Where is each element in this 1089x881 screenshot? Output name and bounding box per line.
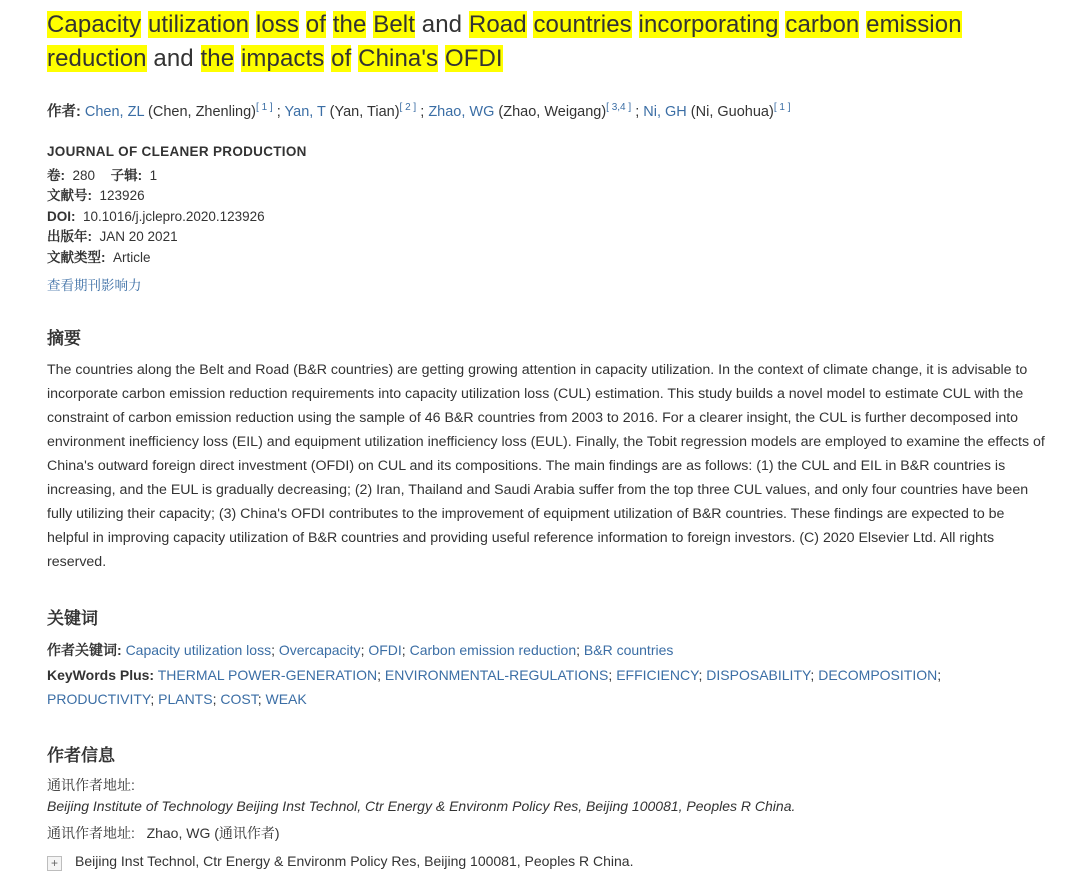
title-highlight-token: Capacity (47, 11, 142, 38)
title-highlight-token: utilization (147, 11, 250, 38)
published-year-row (47, 227, 1047, 247)
corresponding-author-value: Zhao, WG (通讯作者) (146, 825, 280, 842)
keyword-separator: ; (360, 642, 369, 659)
author-keywords-label: 作者关键词: (47, 642, 122, 659)
authors-line (47, 98, 1047, 122)
title-highlight-token: emission (866, 11, 962, 38)
document-type-label: 文献类型: (47, 249, 106, 265)
abstract-text: The countries along the Belt and Road (B&R countries) are getting growing attention in capacity utilization. In the context of climate change, it is advisable to incorporate carbon emission reduction requirements into capacity utilization loss (CUL) estimation. This study builds a novel model to estimate CUL with the constraint of carbon emission reduction using the sample of 46 B&R countries from 2003 to 2016. For a clearer insight, the CUL is further decomposed into environment inefficiency loss (EIL) and equipment utilization inefficiency loss (EUL). Finally, the Tobit regression models are employed to examine the effects of China's outward foreign direct investment (OFDI) on CUL and its compositions. The main findings are as follows: (1) the CUL and EIL in B&R countries is increasing, and the EUL is gradually decreasing; (2) Iran, Thailand and Saudi Arabia suffer from the top three CUL values, and only four countries have been fully utilizing their capacity; (3) China's OFDI contributes to the improvement of equipment utilization of B&R countries. These findings are expected to be helpful in improving capacity utilization of B&R countries and providing useful reference information to foreign investors. (C) 2020 Elsevier Ltd. All rights reserved. (47, 362, 1045, 571)
keyword-separator: ; (257, 691, 266, 708)
author-link[interactable]: Yan, T (284, 103, 326, 120)
journal-block (47, 144, 1047, 295)
volume-issue-row (47, 166, 1047, 186)
author-separator: ; (416, 103, 429, 120)
address-list (47, 853, 1047, 871)
author-affiliation-ref[interactable]: [ 3,4 ] (606, 102, 632, 113)
address-text: Beijing Inst Technol, Ctr Energy & Environm Policy Res, Beijing 100081, Peoples R China. (75, 853, 634, 870)
keyword-separator: ; (377, 667, 385, 684)
keywords-plus-link[interactable]: ENVIRONMENTAL-REGULATIONS (384, 667, 609, 684)
title-highlight-token: reduction (47, 45, 147, 72)
article-number-value: 123926 (99, 188, 145, 204)
title-highlight-token: loss (255, 11, 299, 38)
title-highlight-token: impacts (240, 45, 325, 72)
author-link[interactable]: Zhao, WG (428, 103, 495, 120)
view-journal-impact-link[interactable]: 查看期刊影响力 (47, 278, 142, 294)
keyword-separator: ; (401, 642, 410, 659)
author-keyword-link[interactable]: OFDI (368, 642, 402, 659)
title-highlight-token: China's (358, 45, 439, 72)
keyword-separator: ; (937, 667, 942, 684)
author-keyword-link[interactable]: Capacity utilization loss (125, 642, 272, 659)
doi-label: DOI: (47, 208, 76, 224)
doi-row (47, 207, 1047, 227)
title-highlight-token: Belt (373, 11, 415, 38)
address-item (47, 853, 1047, 871)
abstract-heading: 摘要 (47, 329, 81, 349)
corresponding-address-value: Beijing Institute of Technology Beijing Inst Technol, Ctr Energy & Environm Policy Res, Beijing 100081, Peoples R China. (47, 798, 796, 815)
author-keywords-row (47, 638, 1047, 662)
issue-value: 1 (149, 167, 158, 183)
author-separator: ; (631, 103, 644, 120)
author-keyword-link[interactable]: Overcapacity (278, 642, 361, 659)
title-highlight-token: the (200, 45, 235, 72)
title-text (234, 45, 241, 72)
author-keyword-link[interactable]: Carbon emission reduction (409, 642, 577, 659)
title-text (438, 45, 445, 72)
title-highlight-token: Road (468, 11, 527, 38)
author-full-name: (Yan, Tian) (325, 103, 400, 120)
keyword-separator: ; (698, 667, 707, 684)
author-full-name: (Chen, Zhenling) (143, 103, 257, 120)
title-highlight-token: of (331, 45, 352, 72)
volume-label: 卷: (47, 167, 65, 183)
keywords-plus-row (47, 663, 1047, 711)
title-highlight-token: carbon (785, 11, 860, 38)
corresponding-author-label: 通讯作者地址: (47, 825, 135, 842)
keywords-plus-link[interactable]: DISPOSABILITY (706, 667, 811, 684)
issue-label: 子辑: (110, 167, 143, 183)
article-number-label: 文献号: (47, 188, 92, 204)
author-full-name: (Zhao, Weigang) (494, 103, 607, 120)
author-affiliation-ref[interactable]: [ 2 ] (399, 102, 417, 113)
keywords-plus-list (47, 667, 941, 707)
title-text (632, 11, 639, 38)
title-text (141, 11, 148, 38)
volume-value: 280 (72, 167, 96, 183)
title-highlight-token: the (332, 11, 367, 38)
keywords-plus-link[interactable]: THERMAL POWER-GENERATION (157, 667, 378, 684)
corresponding-address-label: 通讯作者地址: (47, 777, 135, 794)
title-text (326, 11, 333, 38)
keyword-separator: ; (212, 691, 221, 708)
author-affiliation-ref[interactable]: [ 1 ] (256, 102, 273, 113)
title-text: and (146, 45, 201, 72)
keywords-plus-link[interactable]: EFFICIENCY (616, 667, 699, 684)
journal-name: JOURNAL OF CLEANER PRODUCTION (47, 143, 307, 159)
keywords-plus-link[interactable]: WEAK (265, 691, 307, 708)
keyword-separator: ; (576, 642, 584, 659)
author-keywords-list (126, 642, 674, 658)
keywords-plus-link[interactable]: PRODUCTIVITY (47, 691, 151, 708)
keywords-plus-link[interactable]: PLANTS (158, 691, 213, 708)
keywords-heading: 关键词 (47, 609, 98, 629)
keywords-plus-link[interactable]: COST (220, 691, 258, 708)
article-number-row (47, 186, 1047, 206)
title-highlight-token: countries (533, 11, 632, 38)
keyword-separator: ; (150, 691, 159, 708)
keywords-plus-label: KeyWords Plus: (47, 667, 155, 684)
author-link[interactable]: Ni, GH (643, 103, 687, 120)
keyword-separator: ; (271, 642, 279, 659)
document-type-row (47, 248, 1047, 268)
author-link[interactable]: Chen, ZL (84, 103, 144, 120)
title-highlight-token: incorporating (638, 11, 779, 38)
corresponding-author-row (47, 823, 1047, 843)
keywords-plus-link[interactable]: DECOMPOSITION (818, 667, 938, 684)
author-affiliation-ref[interactable]: [ 1 ] (773, 102, 791, 113)
keyword-separator: ; (608, 667, 617, 684)
title-text (299, 11, 306, 38)
author-full-name: (Ni, Guohua) (686, 103, 774, 120)
title-highlight-token: OFDI (444, 45, 503, 72)
author-keyword-link[interactable]: B&R countries (583, 642, 674, 659)
author-separator: ; (272, 103, 285, 120)
keyword-separator: ; (810, 667, 819, 684)
title-text: and (415, 11, 469, 38)
published-year-label: 出版年: (47, 229, 92, 245)
author-info-heading: 作者信息 (47, 746, 115, 766)
document-type-value: Article (113, 249, 151, 265)
page-title (47, 8, 1047, 76)
authors-label: 作者: (47, 103, 81, 120)
title-text (249, 11, 256, 38)
expand-plus-icon[interactable]: + (47, 856, 62, 871)
title-highlight-token: of (305, 11, 326, 38)
authors-list (85, 104, 791, 120)
published-year-value: JAN 20 2021 (99, 229, 178, 245)
doi-value: 10.1016/j.jclepro.2020.123926 (83, 208, 265, 224)
